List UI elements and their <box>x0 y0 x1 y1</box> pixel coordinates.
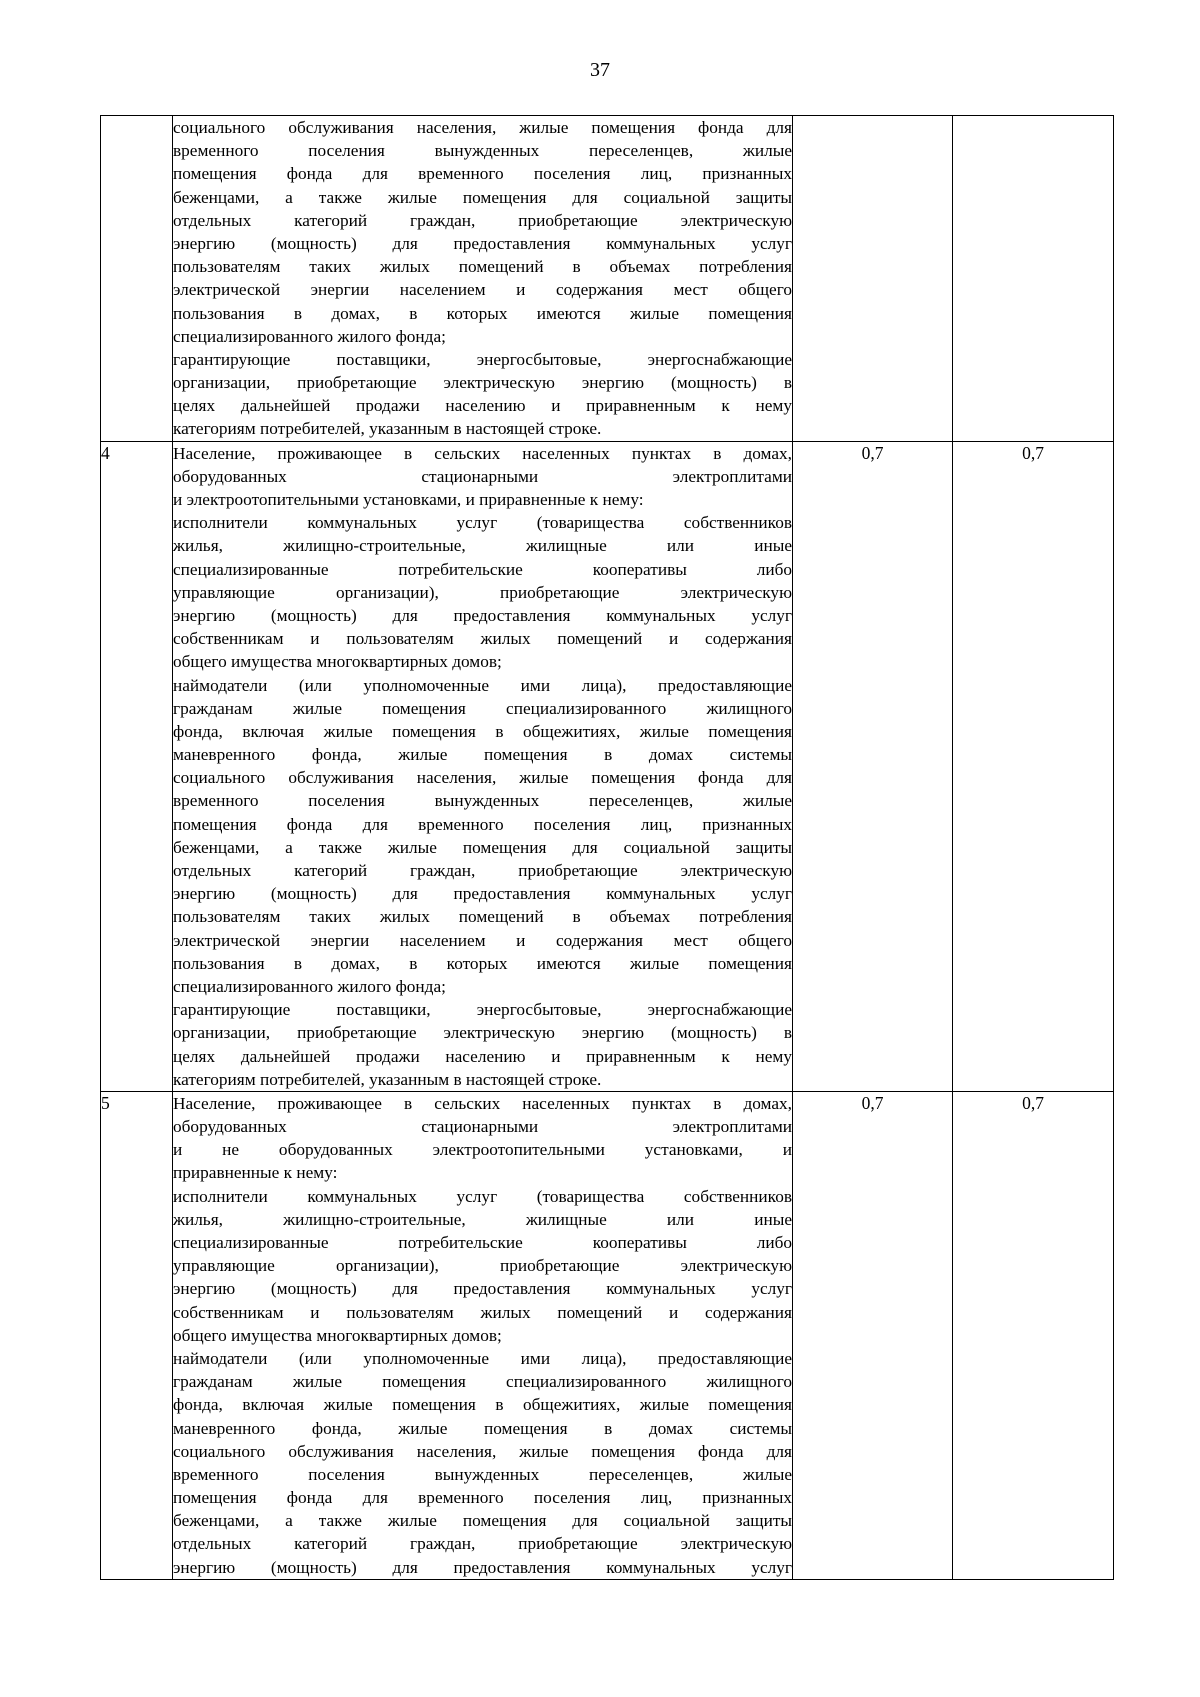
text-line: отдельных категорий граждан, приобретающие электрическую <box>173 1534 792 1554</box>
tariff-table <box>100 115 1114 1580</box>
table-row <box>101 116 1114 442</box>
text-line: беженцами, а также жилые помещения для социальной защиты <box>173 837 792 857</box>
text-line: пользователям таких жилых помещений в объемах потребления <box>173 257 792 277</box>
row-value-2-cell <box>953 116 1114 442</box>
text-line: фонда, включая жилые помещения в общежитиях, жилые помещения <box>173 1395 792 1415</box>
text-line: наймодатели (или уполномоченные ими лица), предоставляющие <box>173 1348 792 1368</box>
text-line: организации, приобретающие электрическую энергию (мощность) в <box>173 1023 792 1043</box>
text-line: специализированного жилого фонда; <box>173 326 446 346</box>
text-line: пользования в домах, в которых имеются жилые помещения <box>173 303 792 323</box>
row-number-cell <box>101 116 173 442</box>
text-line: специализированного жилого фонда; <box>173 976 446 996</box>
table-row <box>101 1091 1114 1579</box>
text-line: временного поселения вынужденных переселенцев, жилые <box>173 141 792 161</box>
text-line: энергию (мощность) для предоставления коммунальных услуг <box>173 605 792 625</box>
text-line: электрической энергии населением и содержания мест общего <box>173 280 792 300</box>
text-line: оборудованных стационарными электроплитами <box>173 466 792 486</box>
text-line: гражданам жилые помещения специализированного жилищного <box>173 698 792 718</box>
text-line: отдельных категорий граждан, приобретающие электрическую <box>173 210 792 230</box>
text-line: помещения фонда для временного поселения лиц, признанных <box>173 164 792 184</box>
text-line: гарантирующие поставщики, энергосбытовые, энергоснабжающие <box>173 349 792 369</box>
text-line: исполнители коммунальных услуг (товарищества собственников <box>173 1186 792 1206</box>
text-line: гарантирующие поставщики, энергосбытовые, энергоснабжающие <box>173 1000 792 1020</box>
text-line: пользователям таких жилых помещений в объемах потребления <box>173 907 792 927</box>
text-line: и не оборудованных электроотопительными установками, и <box>173 1140 792 1160</box>
text-line: жилья, жилищно-строительные, жилищные или иные <box>173 1209 792 1229</box>
row-number-cell: 5 <box>101 1091 173 1579</box>
row-value-2-cell: 0,7 <box>953 441 1114 1091</box>
text-line: энергию (мощность) для предоставления коммунальных услуг <box>173 1279 792 1299</box>
row-value-1-cell <box>793 116 953 442</box>
text-line: электрической энергии населением и содержания мест общего <box>173 930 792 950</box>
text-line: социального обслуживания населения, жилые помещения фонда для <box>173 1441 792 1461</box>
row-number-cell: 4 <box>101 441 173 1091</box>
row-description-cell <box>173 1091 793 1579</box>
text-line: помещения фонда для временного поселения лиц, признанных <box>173 814 792 834</box>
table-row <box>101 441 1114 1091</box>
text-line: приравненные к нему: <box>173 1163 338 1183</box>
text-line: временного поселения вынужденных переселенцев, жилые <box>173 791 792 811</box>
text-line: отдельных категорий граждан, приобретающие электрическую <box>173 861 792 880</box>
text-line: управляющие организации), приобретающие электрическую <box>173 582 792 602</box>
table-body <box>101 116 1114 1580</box>
row-value-1-cell: 0,7 <box>793 1091 953 1579</box>
text-line: категориям потребителей, указанным в настоящей строке. <box>173 419 602 439</box>
text-line: помещения фонда для временного поселения лиц, признанных <box>173 1488 792 1508</box>
text-line: Население, проживающее в сельских населенных пунктах в домах, <box>173 443 792 463</box>
row-description-cell <box>173 116 793 442</box>
text-line: целях дальнейшей продажи населению и приравненным к нему <box>173 1046 792 1066</box>
text-line: энергию (мощность) для предоставления коммунальных услуг <box>173 1557 792 1577</box>
row-description-cell <box>173 441 793 1091</box>
text-line: социального обслуживания населения, жилые помещения фонда для <box>173 768 792 788</box>
text-line: Население, проживающее в сельских населенных пунктах в домах, <box>173 1093 792 1113</box>
text-line: целях дальнейшей продажи населению и приравненным к нему <box>173 396 792 416</box>
text-line: специализированные потребительские кооперативы либо <box>173 1233 792 1252</box>
text-line: жилья, жилищно-строительные, жилищные или иные <box>173 536 792 556</box>
page-number: 37 <box>590 59 610 81</box>
text-line: категориям потребителей, указанным в настоящей строке. <box>173 1069 602 1089</box>
text-line: временного поселения вынужденных переселенцев, жилые <box>173 1464 792 1484</box>
text-line: энергию (мощность) для предоставления коммунальных услуг <box>173 233 792 253</box>
text-line: собственникам и пользователям жилых помещений и содержания <box>173 629 792 649</box>
text-line: организации, приобретающие электрическую энергию (мощность) в <box>173 373 792 393</box>
text-line: беженцами, а также жилые помещения для социальной защиты <box>173 1511 792 1531</box>
text-line: наймодатели (или уполномоченные ими лица), предоставляющие <box>173 675 792 695</box>
text-line: общего имущества многоквартирных домов; <box>173 1325 502 1345</box>
text-line: социального обслуживания населения, жилые помещения фонда для <box>173 118 792 137</box>
text-line: гражданам жилые помещения специализированного жилищного <box>173 1372 792 1392</box>
text-line: оборудованных стационарными электроплитами <box>173 1117 792 1137</box>
text-line: пользования в домах, в которых имеются жилые помещения <box>173 953 792 973</box>
text-line: исполнители коммунальных услуг (товарищества собственников <box>173 513 792 533</box>
text-line: маневренного фонда, жилые помещения в домах системы <box>173 1418 792 1438</box>
row-value-2-cell: 0,7 <box>953 1091 1114 1579</box>
text-line: энергию (мощность) для предоставления коммунальных услуг <box>173 884 792 904</box>
text-line: маневренного фонда, жилые помещения в домах системы <box>173 745 792 765</box>
text-line: специализированные потребительские кооперативы либо <box>173 559 792 579</box>
text-line: фонда, включая жилые помещения в общежитиях, жилые помещения <box>173 721 792 741</box>
text-line: беженцами, а также жилые помещения для социальной защиты <box>173 187 792 207</box>
text-line: общего имущества многоквартирных домов; <box>173 652 502 672</box>
text-line: собственникам и пользователям жилых помещений и содержания <box>173 1302 792 1322</box>
row-value-1-cell: 0,7 <box>793 441 953 1091</box>
text-line: управляющие организации), приобретающие электрическую <box>173 1256 792 1276</box>
text-line: и электроотопительными установками, и приравненные к нему: <box>173 490 644 509</box>
